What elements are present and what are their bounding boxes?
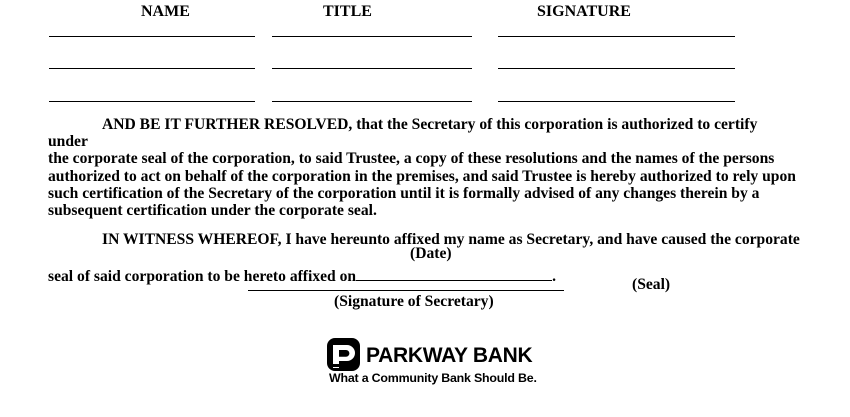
name-line-1[interactable] bbox=[49, 36, 255, 37]
date-line[interactable] bbox=[356, 266, 552, 281]
witness-line-2 bbox=[48, 266, 800, 285]
seal-label: (Seal) bbox=[632, 276, 671, 293]
brand-tagline: What a Community Bank Should Be. bbox=[329, 371, 537, 385]
secretary-signature-line[interactable] bbox=[248, 290, 564, 291]
date-label: (Date) bbox=[410, 245, 452, 262]
name-line-3[interactable] bbox=[49, 101, 255, 102]
signature-line-3[interactable] bbox=[498, 101, 735, 102]
title-line-3[interactable] bbox=[272, 101, 472, 102]
signature-line-1[interactable] bbox=[498, 36, 735, 37]
resolution-paragraph: AND BE IT FURTHER RESOLVED, that the Secretary of this corporation is authorized to certify under the corporate seal of the corporation, to said Trustee, a copy of these resolutions and the names of the persons authorized to act on behalf of the corporation in the premises, and said Trustee is hereby authorized to rely upon such certification of the Secretary of the corporation until it is formally advised of any changes therein by a subsequent certification under the corporate seal. bbox=[48, 116, 796, 220]
title-line-2[interactable] bbox=[272, 68, 472, 69]
name-line-2[interactable] bbox=[49, 68, 255, 69]
witness-line-1: IN WITNESS WHEREOF, I have hereunto affixed my name as Secretary, and have caused the corporate bbox=[102, 231, 800, 249]
title-line-1[interactable] bbox=[272, 36, 472, 37]
brand-name: PARKWAY BANK bbox=[366, 344, 533, 367]
signature-column-header: SIGNATURE bbox=[537, 3, 631, 20]
witness-line-2-text: seal of said corporation to be hereto affixed on bbox=[48, 267, 357, 285]
title-column-header: TITLE bbox=[323, 3, 372, 20]
witness-line-2-period: . bbox=[552, 267, 556, 285]
signature-line-2[interactable] bbox=[498, 68, 735, 69]
secretary-signature-label: (Signature of Secretary) bbox=[334, 293, 494, 310]
name-column-header: NAME bbox=[141, 3, 190, 20]
